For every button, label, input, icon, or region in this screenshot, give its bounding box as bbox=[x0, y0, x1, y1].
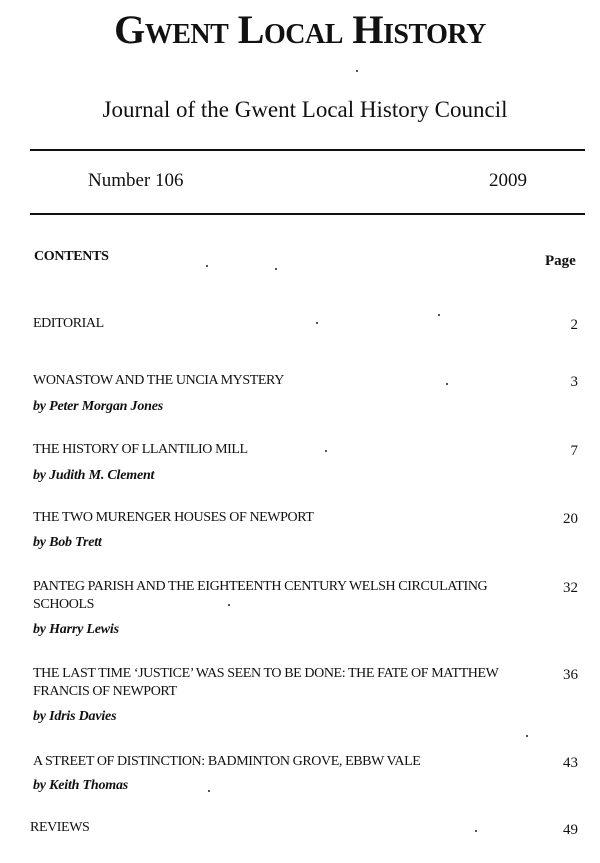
entry-title: REVIEWS bbox=[30, 820, 90, 835]
entry-author: by Keith Thomas bbox=[33, 778, 129, 793]
journal-title: Gwent Local History bbox=[114, 7, 486, 52]
entry-author: by Idris Davies bbox=[33, 709, 117, 724]
scan-speck bbox=[356, 70, 358, 72]
scan-speck bbox=[208, 790, 210, 792]
entry-title: PANTEG PARISH AND THE EIGHTEENTH CENTURY WELSH CIRCULATING SCHOOLS bbox=[33, 579, 488, 612]
entry-page-number: 36 bbox=[563, 667, 578, 683]
page-column-heading: Page bbox=[545, 253, 576, 269]
entry-page-number: 7 bbox=[570, 443, 578, 459]
issue-year: 2009 bbox=[489, 170, 527, 191]
entry-page-number: 20 bbox=[563, 511, 578, 527]
contents-heading: CONTENTS bbox=[34, 249, 109, 264]
entry-author: by Peter Morgan Jones bbox=[33, 399, 163, 414]
scan-speck bbox=[526, 735, 528, 737]
scan-speck bbox=[316, 322, 318, 324]
entry-title: A STREET OF DISTINCTION: BADMINTON GROVE, EBBW VALE bbox=[33, 754, 421, 769]
scan-speck bbox=[206, 265, 208, 267]
entry-author: by Harry Lewis bbox=[33, 622, 119, 637]
journal-subtitle: Journal of the Gwent Local History Council bbox=[102, 97, 508, 122]
scan-speck bbox=[228, 604, 230, 606]
scan-speck bbox=[446, 383, 448, 385]
entry-author: by Judith M. Clement bbox=[33, 468, 155, 483]
top-divider bbox=[30, 149, 585, 151]
entry-page-number: 32 bbox=[563, 580, 578, 596]
scan-speck bbox=[325, 450, 327, 452]
entry-page-number: 2 bbox=[570, 317, 578, 333]
scan-speck bbox=[475, 830, 477, 832]
entry-page-number: 3 bbox=[570, 374, 578, 390]
entry-title: THE LAST TIME ‘JUSTICE’ WAS SEEN TO BE DONE: THE FATE OF MATTHEW FRANCIS OF NEWPORT bbox=[33, 666, 499, 699]
issue-number: Number 106 bbox=[88, 170, 184, 191]
scan-speck bbox=[275, 268, 277, 270]
bottom-divider bbox=[30, 213, 585, 215]
entry-page-number: 49 bbox=[563, 822, 578, 838]
entry-title: THE HISTORY OF LLANTILIO MILL bbox=[33, 442, 248, 457]
entry-title: THE TWO MURENGER HOUSES OF NEWPORT bbox=[33, 510, 314, 525]
entry-title: EDITORIAL bbox=[33, 316, 104, 331]
entry-page-number: 43 bbox=[563, 755, 578, 771]
entry-author: by Bob Trett bbox=[33, 535, 102, 550]
entry-title: WONASTOW AND THE UNCIA MYSTERY bbox=[33, 373, 284, 388]
scan-speck bbox=[438, 314, 440, 316]
